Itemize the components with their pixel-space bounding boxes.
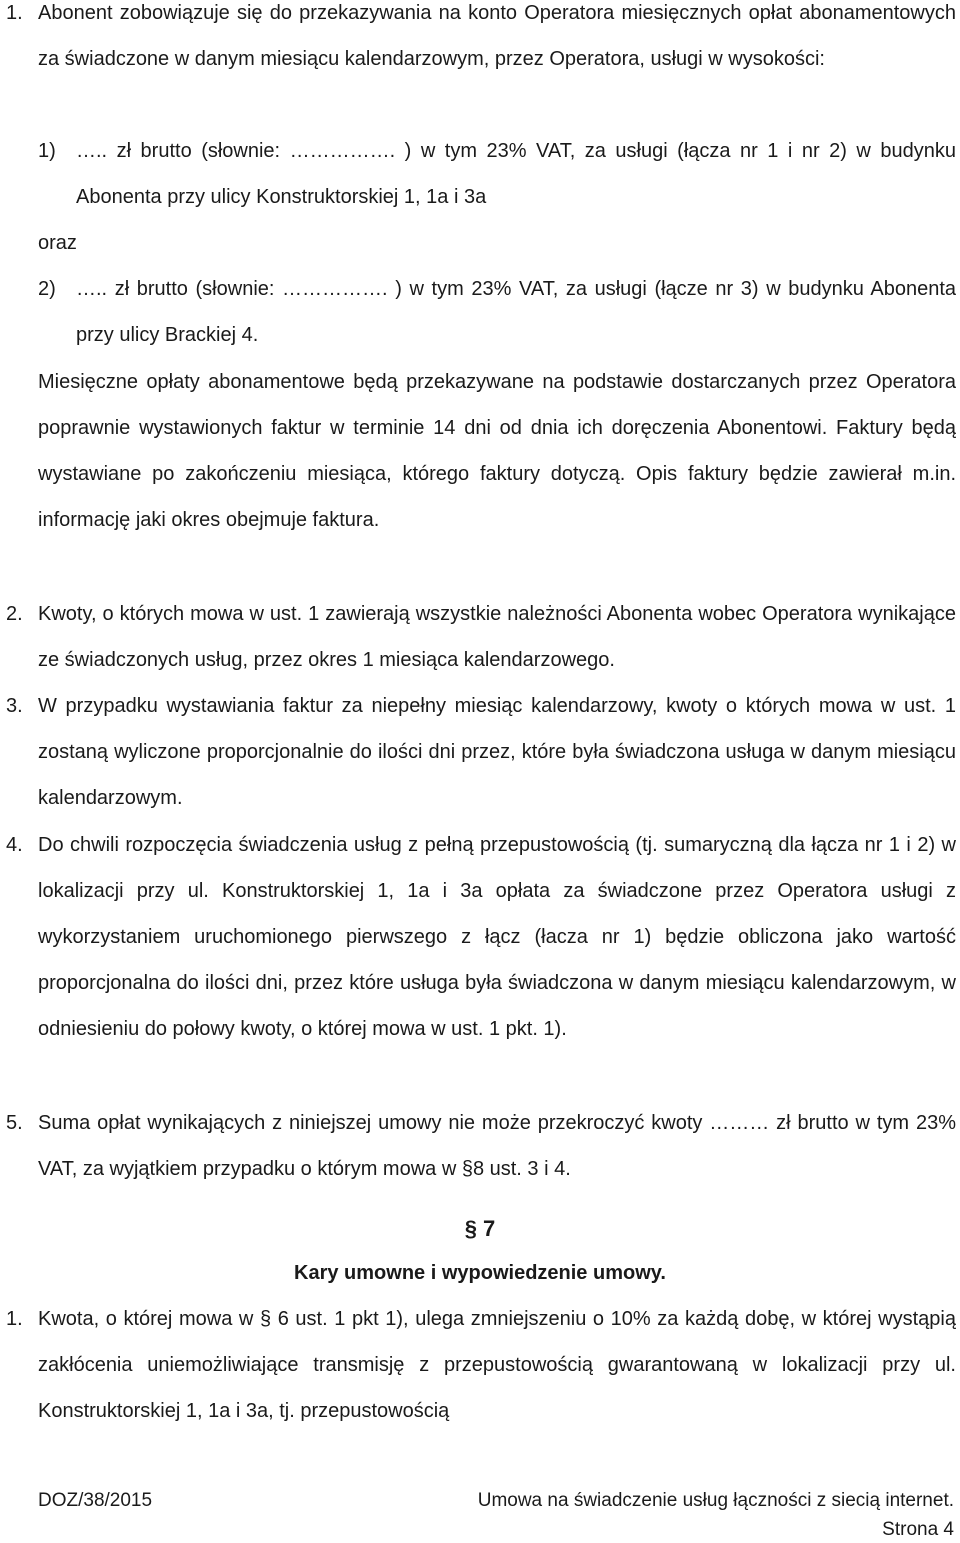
item-number: 5. — [6, 1112, 23, 1134]
footer-doc-id: DOZ/38/2015 — [38, 1490, 153, 1511]
section-title: Kary umowne i wypowiedzenie umowy. — [294, 1262, 666, 1284]
section-heading: § 7 — [464, 1216, 496, 1241]
sub-item-text: ….. zł brutto (słownie: ……………. ) w tym 23% VAT, za usługi (łącze nr 3) w budynku Abonenta przy ulicy Brackiej 4. — [76, 278, 956, 346]
sub-item-text: ….. zł brutto (słownie: ……………. ) w tym 23% VAT, za usługi (łącza nr 1 i nr 2) w budynku Abonenta przy ulicy Konstruktorskiej 1, 1a i 3a — [76, 140, 956, 208]
item-number: 1. — [6, 1308, 23, 1330]
item-number: 3. — [6, 695, 23, 717]
footer-page-number: Strona 4 — [882, 1519, 954, 1540]
sub-item-number: 2) — [38, 278, 56, 300]
paragraph-text: Do chwili rozpoczęcia świadczenia usług z pełną przepustowością (tj. sumaryczną dla łącza nr 1 i 2) w lokalizacji przy ul. Konstruktorskiej 1, 1a i 3a opłata za świadczone przez Operatora usługi z wykorzystaniem uruchomionego pierwszego z łącz (łacza nr 1) będzie obliczona jako wartość proporcjonalna do ilości dni, przez które usługa była świadczona w danym miesiącu kalendarzowym, w odniesieniu do połowy kwoty, o której mowa w ust. 1 pkt. 1). — [38, 834, 956, 1040]
connector-word: oraz — [38, 232, 77, 254]
sub-item-number: 1) — [38, 140, 56, 162]
paragraph-text: Suma opłat wynikających z niniejszej umowy nie może przekroczyć kwoty ……… zł brutto w tym 23% VAT, za wyjątkiem przypadku o którym mowa w §8 ust. 3 i 4. — [38, 1112, 956, 1180]
paragraph-text: Kwota, o której mowa w § 6 ust. 1 pkt 1), ulega zmniejszeniu o 10% za każdą dobę, w której wystąpią zakłócenia uniemożliwiające transmisję z przepustowością gwarantowaną w lokalizacji przy ul. Konstruktorskiej 1, 1a i 3a, tj. przepustowością — [38, 1308, 956, 1422]
footer-doc-title: Umowa na świadczenie usług łączności z siecią internet. — [477, 1490, 954, 1511]
paragraph-text: Abonent zobowiązuje się do przekazywania na konto Operatora miesięcznych opłat abonamentowych za świadczone w danym miesiącu kalendarzowym, przez Operatora, usługi w wysokości: — [38, 2, 956, 70]
item-number: 2. — [6, 603, 23, 625]
item-number: 1. — [6, 2, 23, 24]
paragraph-text: Miesięczne opłaty abonamentowe będą przekazywane na podstawie dostarczanych przez Operatora poprawnie wystawionych faktur w terminie 14 dni od dnia ich doręczenia Abonentowi. Faktury będą wystawiane po zakończeniu miesiąca, którego faktury dotyczą. Opis faktury będzie zawierał m.in. informację jaki okres obejmuje faktura. — [38, 371, 956, 531]
paragraph-text: Kwoty, o których mowa w ust. 1 zawierają wszystkie należności Abonenta wobec Operatora wynikające ze świadczonych usług, przez okres 1 miesiąca kalendarzowego. — [38, 603, 956, 671]
paragraph-text: W przypadku wystawiania faktur za niepełny miesiąc kalendarzowy, kwoty o których mowa w ust. 1 zostaną wyliczone proporcjonalnie do ilości dni przez, które była świadczona usługa w danym miesiącu kalendarzowym. — [38, 695, 956, 809]
item-number: 4. — [6, 834, 23, 856]
